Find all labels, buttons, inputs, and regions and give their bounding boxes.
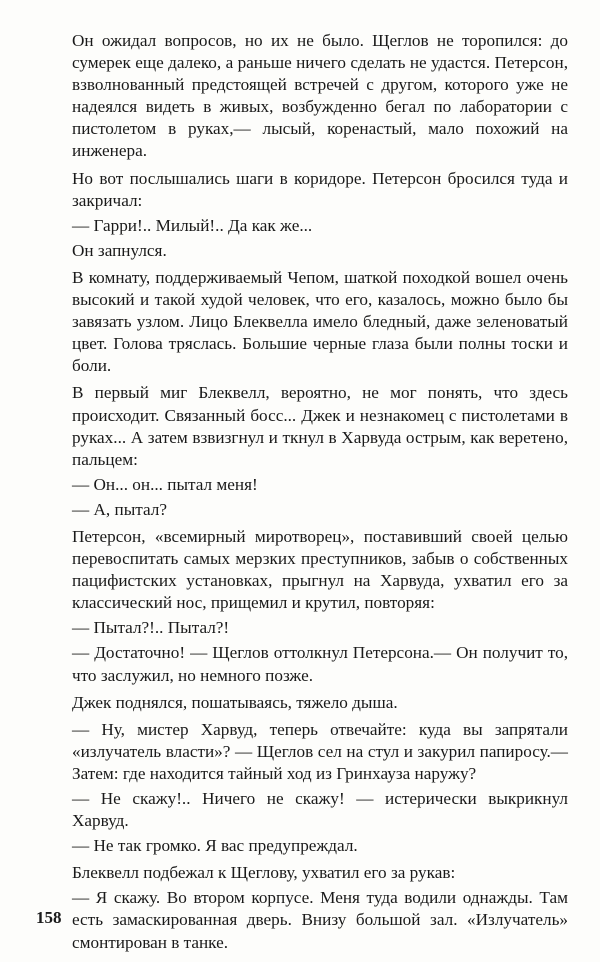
paragraph-4: Он запнулся. (72, 240, 167, 260)
paragraph-3: — Гарри!.. Милый!.. Да как же... (72, 215, 313, 235)
paragraph-11: — Достаточно! — Щеглов оттолкнул Петерсона.— Он получит то, что заслужил, но немного позже. (72, 643, 568, 685)
paragraph-1: Он ожидал вопросов, но их не было. Щеглов не торопился: до сумерек еще далеко, а раньше ничего сделать не удастся. Петерсон, взволнованный предстоящей встречей с другом, которого уже не надеялся видеть в живых, возбужденно бегал по лаборатории с пистолетом в руках,— лысый, коренастый, мало похожий на инженера. (72, 31, 568, 161)
paragraph-16: Блеквелл подбежал к Щеглову, ухватил его за рукав: (72, 863, 456, 883)
paragraph-14: — Не скажу!.. Ничего не скажу! — истерически выкрикнул Харвуд. (72, 789, 568, 831)
paragraph-7: — Он... он... пытал меня! (72, 474, 258, 494)
paragraph-10: — Пытал?!.. Пытал?! (72, 618, 230, 638)
page-number: 158 (36, 908, 62, 927)
paragraph-15: — Не так громко. Я вас предупреждал. (72, 836, 358, 856)
paragraph-13: — Ну, мистер Харвуд, теперь отвечайте: куда вы запрятали «излучатель власти»? — Щеглов сел на стул и закурил папиросу.— Затем: где находится тайный ход из Гринхауза наружу? (72, 719, 568, 783)
paragraph-6: В первый миг Блеквелл, вероятно, не мог понять, что здесь происходит. Связанный босс... Джек и незнакомец с пистолетами в руках... А затем взвизгнул и ткнул в Харвуда острым, как веретено, пальцем: (72, 383, 568, 469)
paragraph-17: — Я скажу. Во втором корпусе. Меня туда водили однажды. Там есть замаскированная дверь. Внизу большой зал. «Излучатель» смонтирован в танке. (72, 888, 568, 952)
paragraph-9: Петерсон, «всемирный миротворец», поставивший своей целью перевоспитать самых мерзких преступников, забыв о собственных пацифистских установках, прыгнул на Харвуда, ухватил его за классический нос, прищемил и крутил, повторяя: (72, 526, 568, 613)
paragraph-12: Джек поднялся, пошатываясь, тяжело дыша. (72, 692, 398, 712)
paragraph-5: В комнату, поддерживаемый Чепом, шаткой походкой вошел очень высокий и такой худой человек, что его, казалось, можно было бы завязать узлом. Лицо Блеквелла имело бледный, даже зеленоватый цвет. Голова тряслась. Большие черные глаза были полны тоски и боли. (72, 267, 568, 376)
page-text (72, 30, 568, 959)
paragraph-2: Но вот послышались шаги в коридоре. Петерсон бросился туда и закричал: (72, 168, 568, 210)
paragraph-8: — А, пытал? (72, 499, 167, 519)
